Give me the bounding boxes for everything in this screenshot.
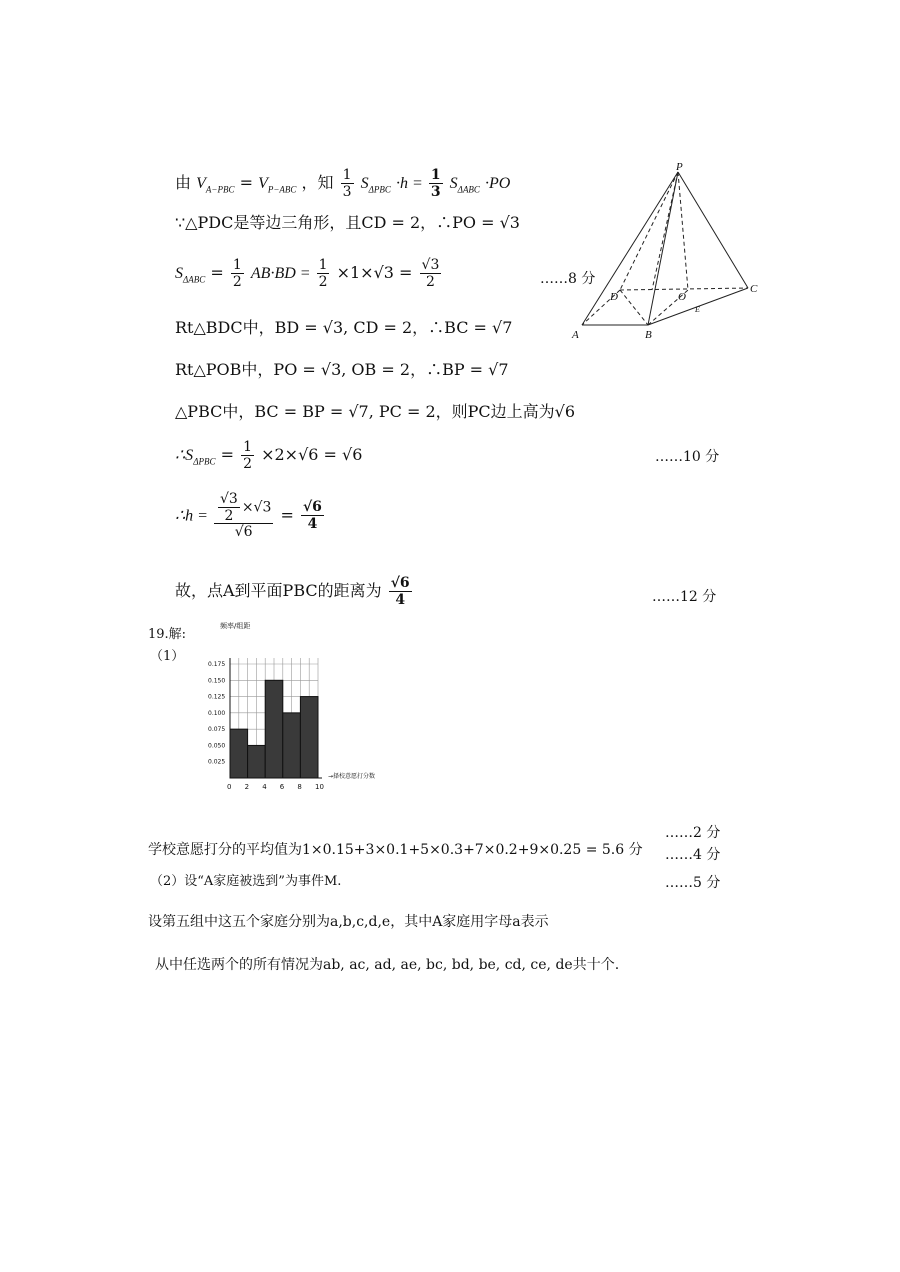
histogram-bar bbox=[300, 697, 318, 778]
line-equilateral: ∵△PDC是等边三角形，且CD = 2，∴PO = √3 bbox=[175, 213, 520, 232]
label-a: A bbox=[572, 329, 579, 341]
x-axis-label: →择校意愿打分数 bbox=[328, 773, 376, 780]
label-o: O bbox=[678, 291, 686, 303]
histogram-bar bbox=[230, 729, 248, 778]
y-tick-label: 0.150 bbox=[208, 677, 226, 685]
line-cases: 从中任选两个的所有情况为ab, ac, ad, ae, bc, bd, be, cd, ce, de共十个. bbox=[155, 957, 620, 973]
line-area-pbc: $\therefore S_{\Delta PBC}$ = $\frac{1}{2}$ ×2×√6 = √6 bbox=[175, 439, 363, 472]
histogram-chart bbox=[200, 618, 400, 798]
histogram-bar bbox=[283, 713, 301, 778]
y-tick-label: 0.125 bbox=[208, 693, 226, 701]
line-h-formula: ∴h = $\frac{√3}{2}$ ×√3 √6 = $\frac{√6}{4}$ bbox=[175, 491, 322, 541]
histogram-bar bbox=[265, 680, 283, 778]
y-tick-label: 0.100 bbox=[208, 709, 226, 717]
histogram-bar bbox=[248, 745, 266, 778]
line-mean-score: 学校意愿打分的平均值为1×0.15+3×0.1+5×0.3+7×0.2+9×0.25 = 5.6 分 bbox=[148, 842, 643, 858]
label-d: D bbox=[610, 291, 618, 303]
line-pbc-height: △PBC中，BC = BP = √7, PC = 2，则PC边上高为√6 bbox=[175, 402, 576, 421]
x-tick-label: 10 bbox=[315, 783, 324, 791]
x-tick-label: 2 bbox=[244, 783, 250, 791]
score-12: ……12 分 bbox=[652, 589, 717, 605]
label-c: C bbox=[750, 283, 758, 295]
x-tick-label: 6 bbox=[279, 783, 285, 791]
line-bc: Rt△BDC中，BD = √3, CD = 2，∴BC = √7 bbox=[175, 318, 513, 337]
score-2: ……2 分 bbox=[665, 825, 721, 841]
line-volume-equation: 由 $V_{A-PBC} = V_{P-ABC}$ ，知 $\frac{1}{3}$ $S_{\Delta PBC} \cdot h$ = $\frac{1}{3}$ $S_{\Delta ABC} \cdot PO$ bbox=[175, 167, 511, 200]
line-area-abc: $S_{\Delta ABC}$ = $\frac{1}{2}$ AB·BD = $\frac{1}{2}$ ×1×√3 = $\frac{√3}{2}$ bbox=[175, 257, 440, 290]
y-tick-label: 0.075 bbox=[208, 726, 226, 734]
score-10: ……10 分 bbox=[655, 449, 720, 465]
y-axis-label: 频率/组距 bbox=[220, 622, 251, 630]
y-tick-label: 0.050 bbox=[208, 742, 226, 750]
line-family-set: 设第五组中这五个家庭分别为a,b,c,d,e，其中A家庭用字母a表示 bbox=[148, 914, 549, 930]
line-bp: Rt△POB中，PO = √3, OB = 2，∴BP = √7 bbox=[175, 360, 509, 379]
y-tick-label: 0.025 bbox=[208, 758, 226, 766]
x-tick-label: 8 bbox=[297, 783, 302, 791]
label-b: B bbox=[645, 329, 652, 341]
y-tick-label: 0.175 bbox=[208, 661, 226, 668]
x-tick-label: 4 bbox=[262, 783, 267, 791]
heading-19: 19.解: bbox=[148, 627, 187, 642]
pyramid-figure bbox=[570, 160, 770, 345]
score-8: ……8 分 bbox=[540, 271, 596, 287]
label-e: E bbox=[695, 305, 700, 314]
line-part-2: （2）设“A家庭被选到”为事件M. bbox=[150, 874, 342, 889]
score-5: ……5 分 bbox=[665, 875, 721, 891]
x-tick-label: 0 bbox=[227, 783, 232, 791]
line-distance-conclusion: 故，点A到平面PBC的距离为 $\frac{√6}{4}$ bbox=[175, 575, 410, 608]
part-1-label: （1） bbox=[150, 649, 185, 664]
score-4: ……4 分 bbox=[665, 847, 721, 863]
label-p: P bbox=[676, 161, 683, 173]
